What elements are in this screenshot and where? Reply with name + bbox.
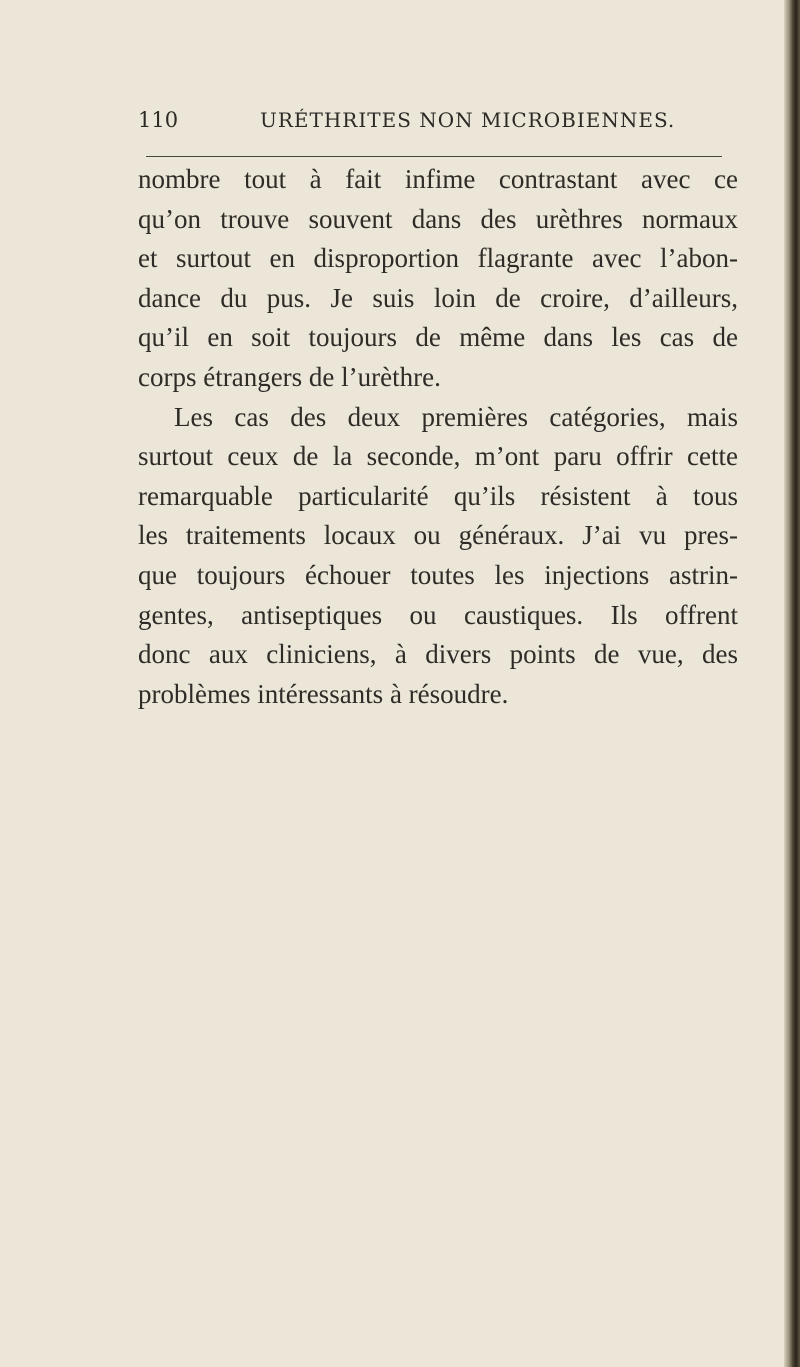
text-line: nombre tout à fait infime contrastant avec ce — [138, 164, 738, 194]
header-rule — [146, 156, 722, 157]
text-line: gentes, antiseptiques ou caustiques. Ils offrent — [138, 599, 738, 630]
page-header — [138, 104, 723, 144]
body-text — [138, 160, 738, 714]
text-line: dance du pus. Je suis loin de croire, d’ailleurs, — [138, 282, 738, 313]
text-line: corps étrangers de l’urèthre. — [138, 361, 441, 392]
running-head: URÉTHRITES NON MICROBIENNES. — [260, 108, 676, 132]
text-line: les traitements locaux ou généraux. J’ai vu pres- — [138, 520, 738, 551]
text-line: que toujours échouer toutes les injections astrin- — [138, 559, 738, 590]
page-edge-shadow — [784, 0, 800, 1367]
text-line: donc aux cliniciens, à divers points de vue, des — [138, 639, 738, 670]
text-line: qu’on trouve souvent dans des urèthres normaux — [138, 203, 738, 234]
text-line: Les cas des deux premières catégories, mais — [174, 401, 738, 432]
text-line: surtout ceux de la seconde, m’ont paru offrir cette — [138, 441, 738, 472]
page-number: 110 — [138, 108, 179, 132]
text-line: et surtout en disproportion flagrante avec l’abon- — [138, 243, 738, 274]
text-line: problèmes intéressants à résoudre. — [138, 678, 509, 709]
text-line: qu’il en soit toujours de même dans les cas de — [138, 322, 738, 353]
text-line: remarquable particularité qu’ils résistent à tous — [138, 480, 738, 511]
